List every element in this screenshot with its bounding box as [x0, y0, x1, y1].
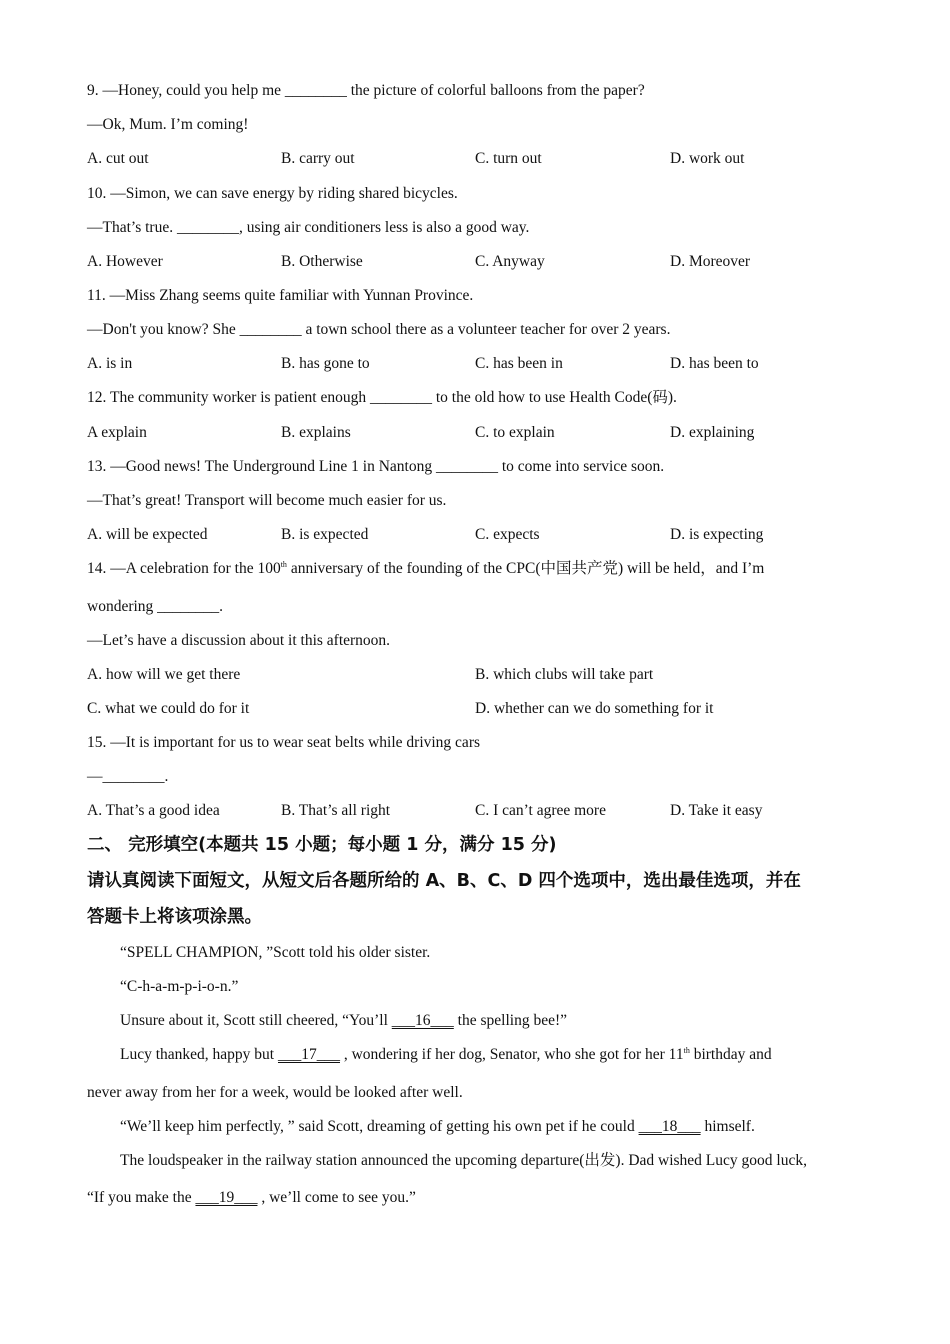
q15-option-a[interactable]: A. That’s a good idea — [87, 802, 220, 819]
q11-option-a[interactable]: A. is in — [87, 355, 133, 372]
q9-option-c[interactable]: C. turn out — [475, 150, 542, 167]
q13-option-c[interactable]: C. expects — [475, 526, 540, 543]
blank: ________ — [436, 458, 498, 475]
section-title: 二、 完形填空(本题共 15 小题；每小题 1 分，满分 15 分) — [87, 835, 557, 855]
q11-option-d[interactable]: D. has been to — [670, 355, 759, 372]
passage-line: “C-h-a-m-p-i-o-n.” — [120, 978, 239, 995]
q12-option-b[interactable]: B. explains — [281, 424, 351, 441]
q11-reply: —Don't you know? She ________ a town school there as a volunteer teacher for over 2 years. — [87, 321, 671, 338]
blank-19[interactable]: ___19___ — [195, 1189, 258, 1206]
blank: ________ — [176, 219, 239, 236]
section-instructions-cont: 答题卡上将该项涂黑。 — [87, 907, 262, 927]
q12-option-d[interactable]: D. explaining — [670, 424, 755, 441]
q13-option-b[interactable]: B. is expected — [281, 526, 369, 543]
q14-stem: 14. —A celebration for the 100th anniversary of the founding of the CPC(中国共产党) will be held，and I’m — [87, 559, 765, 577]
passage-line: “SPELL CHAMPION, ”Scott told his older sister. — [120, 944, 431, 961]
q13-option-d[interactable]: D. is expecting — [670, 526, 764, 543]
q10-option-b[interactable]: B. Otherwise — [281, 253, 363, 270]
q10-option-d[interactable]: D. Moreover — [670, 253, 751, 270]
q15-option-b[interactable]: B. That’s all right — [281, 802, 391, 819]
blank: ________ — [102, 768, 165, 785]
q14-option-d[interactable]: D. whether can we do something for it — [475, 700, 714, 717]
q12-option-a[interactable]: A explain — [87, 424, 147, 441]
q9-option-a[interactable]: A. cut out — [87, 150, 149, 167]
q12-stem: 12. The community worker is patient enough ________ to the old how to use Health Code(码). — [87, 389, 677, 406]
passage-line: Lucy thanked, happy but ___17___ , wondering if her dog, Senator, who she got for her 11th birthday and — [120, 1045, 772, 1063]
q9-stem: 9. —Honey, could you help me ________ the picture of colorful balloons from the paper? — [87, 82, 645, 99]
blank: ________ — [369, 389, 432, 406]
blank: ________ — [157, 598, 220, 615]
passage-line: never away from her for a week, would be looked after well. — [87, 1084, 463, 1101]
q15-option-c[interactable]: C. I can’t agree more — [475, 802, 606, 819]
q15-reply: —________. — [87, 768, 169, 785]
q12-option-c[interactable]: C. to explain — [475, 424, 555, 441]
blank-17[interactable]: ___17___ — [277, 1046, 340, 1063]
blank-18[interactable]: ___18___ — [638, 1118, 701, 1135]
q9-reply: —Ok, Mum. I’m coming! — [87, 116, 249, 133]
q10-option-a[interactable]: A. However — [87, 253, 163, 270]
q11-option-b[interactable]: B. has gone to — [281, 355, 370, 372]
superscript: th — [280, 559, 287, 569]
q15-stem: 15. —It is important for us to wear seat belts while driving cars — [87, 734, 481, 751]
q10-option-c[interactable]: C. Anyway — [475, 253, 545, 270]
q9-option-b[interactable]: B. carry out — [281, 150, 355, 167]
superscript: th — [683, 1045, 690, 1055]
passage-line: “We’ll keep him perfectly, ” said Scott, dreaming of getting his own pet if he could ___18___ himself. — [120, 1118, 755, 1135]
blank-16[interactable]: ___16___ — [391, 1012, 454, 1029]
passage-line: The loudspeaker in the railway station announced the upcoming departure(出发). Dad wished Lucy good luck, — [120, 1152, 807, 1169]
q15-option-d[interactable]: D. Take it easy — [670, 802, 763, 819]
blank: ________ — [239, 321, 302, 338]
passage-line: “If you make the ___19___ , we’ll come to see you.” — [87, 1189, 416, 1206]
q10-reply: —That’s true. ________, using air conditioners less is also a good way. — [87, 219, 530, 236]
q14-stem-cont: wondering ________. — [87, 598, 224, 615]
q14-option-b[interactable]: B. which clubs will take part — [475, 666, 654, 683]
q13-option-a[interactable]: A. will be expected — [87, 526, 208, 543]
q14-option-c[interactable]: C. what we could do for it — [87, 700, 250, 717]
q14-option-a[interactable]: A. how will we get there — [87, 666, 241, 683]
q11-option-c[interactable]: C. has been in — [475, 355, 563, 372]
q13-reply: —That’s great! Transport will become much easier for us. — [87, 492, 447, 509]
q13-stem: 13. —Good news! The Underground Line 1 in Nantong ________ to come into service soon. — [87, 458, 665, 475]
q14-reply: —Let’s have a discussion about it this afternoon. — [87, 632, 391, 649]
section-instructions: 请认真阅读下面短文，从短文后各题所给的 A、B、C、D 四个选项中，选出最佳选项，并在 — [87, 871, 801, 891]
q10-stem: 10. —Simon, we can save energy by riding shared bicycles. — [87, 185, 458, 202]
q11-stem: 11. —Miss Zhang seems quite familiar with Yunnan Province. — [87, 287, 474, 304]
blank: ________ — [284, 82, 347, 99]
q9-option-d[interactable]: D. work out — [670, 150, 745, 167]
passage-line: Unsure about it, Scott still cheered, “You’ll ___16___ the spelling bee!” — [120, 1012, 567, 1029]
